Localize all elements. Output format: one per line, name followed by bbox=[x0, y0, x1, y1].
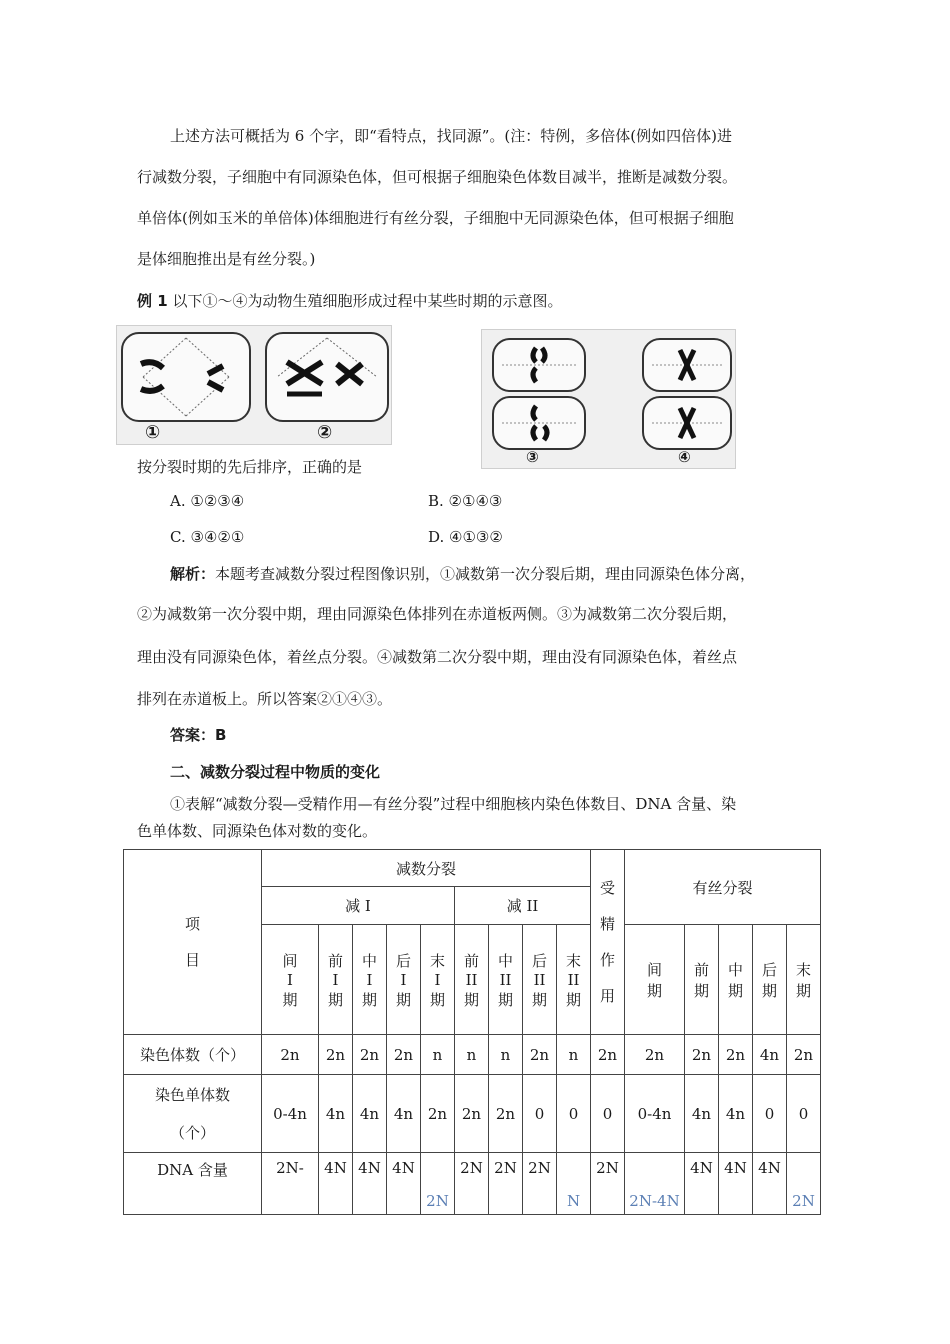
table-cell bbox=[319, 1153, 353, 1215]
cell-value: 4N bbox=[724, 1159, 747, 1177]
table-cell: 0 bbox=[787, 1075, 821, 1153]
table-cell bbox=[523, 1153, 557, 1215]
phase-char: 期 bbox=[361, 990, 377, 1009]
table-cell bbox=[685, 1153, 719, 1215]
row-chromatid bbox=[124, 1075, 821, 1153]
table-cell bbox=[489, 1153, 523, 1215]
table-cell: 4n bbox=[753, 1035, 787, 1075]
row-chromatid-label-a: 染色单体数 bbox=[154, 1085, 230, 1104]
table-cell: n bbox=[557, 1035, 591, 1075]
phase-header-10 bbox=[685, 925, 719, 1035]
phase-char: 后 bbox=[531, 951, 547, 970]
phase-header-0 bbox=[262, 925, 319, 1035]
row-chromosome-label: 染色体数（个） bbox=[124, 1035, 262, 1075]
phase-char: 前 bbox=[693, 960, 709, 979]
cell-value bbox=[625, 1153, 684, 1159]
table-cell bbox=[719, 1153, 753, 1215]
phase-char: 中 bbox=[727, 960, 743, 979]
fertilization-char-1: 受 bbox=[599, 879, 615, 897]
cell-value: 2N bbox=[528, 1159, 551, 1177]
table-cell bbox=[753, 1153, 787, 1215]
table-cell: n bbox=[421, 1035, 455, 1075]
table-cell bbox=[455, 1153, 489, 1215]
analysis-line-3: 理由没有同源染色体，着丝点分裂。④减数第二次分裂中期，理由没有同源染色体，着丝点 bbox=[137, 648, 738, 666]
example-label: 例 1 bbox=[137, 292, 168, 310]
item-header bbox=[124, 850, 262, 1035]
meiosis-header: 减数分裂 bbox=[262, 850, 591, 887]
phase-char: 期 bbox=[761, 981, 777, 1000]
table-cell bbox=[262, 1153, 319, 1215]
phase-header-2 bbox=[353, 925, 387, 1035]
table-cell bbox=[557, 1153, 591, 1215]
phase-char: II bbox=[465, 970, 478, 989]
section-heading: 二、减数分裂过程中物质的变化 bbox=[170, 763, 381, 781]
phase-char: 期 bbox=[531, 990, 547, 1009]
fertilization-char-4: 用 bbox=[599, 987, 615, 1005]
phase-char: 末 bbox=[429, 951, 445, 970]
table-cell: 4n bbox=[319, 1075, 353, 1153]
table-cell: 2n bbox=[262, 1035, 319, 1075]
table-cell: 2n bbox=[421, 1075, 455, 1153]
phase-header-9 bbox=[625, 925, 685, 1035]
cell-value bbox=[787, 1153, 820, 1159]
phase-char: 末 bbox=[565, 951, 581, 970]
table-cell: 0 bbox=[523, 1075, 557, 1153]
table-cell: 4n bbox=[353, 1075, 387, 1153]
phase-header-7 bbox=[523, 925, 557, 1035]
phase-header-11 bbox=[719, 925, 753, 1035]
analysis-line-2: ②为减数第一次分裂中期，理由同源染色体排列在赤道板两侧。③为减数第二次分裂后期， bbox=[137, 605, 738, 623]
fertilization-header bbox=[591, 850, 625, 1035]
cell-value: 4N bbox=[358, 1159, 381, 1177]
table-cell: 0 bbox=[557, 1075, 591, 1153]
phase-header-5 bbox=[455, 925, 489, 1035]
intro-line-4: 是体细胞推出是有丝分裂。) bbox=[137, 250, 316, 268]
phase-char: II bbox=[567, 970, 580, 989]
cell-diagram-2 bbox=[265, 332, 389, 422]
row-chromatid-label-b: （个） bbox=[169, 1123, 215, 1142]
cell-value bbox=[557, 1153, 590, 1159]
phase-char: 后 bbox=[761, 960, 777, 979]
phase-char: 间 bbox=[646, 960, 662, 979]
phase-char: I bbox=[332, 970, 339, 989]
cell-diagram-3a bbox=[492, 338, 586, 392]
cell-value: 4N bbox=[392, 1159, 415, 1177]
example-text: 以下①～④为动物生殖细胞形成过程中某些时期的示意图。 bbox=[172, 292, 563, 310]
phase-char: 期 bbox=[795, 981, 811, 1000]
phase-char: 期 bbox=[429, 990, 445, 1009]
table-cell: 0 bbox=[753, 1075, 787, 1153]
table-cell bbox=[591, 1153, 625, 1215]
figure-label-4: ④ bbox=[678, 448, 691, 466]
option-d: D. ④①③② bbox=[428, 528, 503, 546]
table-cell: 0 bbox=[591, 1075, 625, 1153]
phase-char: 期 bbox=[463, 990, 479, 1009]
phase-char: 后 bbox=[395, 951, 411, 970]
chromosome-drawing-4b bbox=[644, 398, 730, 448]
phase-char: I bbox=[287, 970, 293, 989]
phase-char: 间 bbox=[282, 951, 298, 970]
phase-char: 末 bbox=[795, 960, 811, 979]
cell-value-bottom: 2N bbox=[792, 1192, 815, 1210]
option-b: B. ②①④③ bbox=[428, 492, 503, 510]
cell-value: 2N bbox=[460, 1159, 483, 1177]
question-text: 按分裂时期的先后排序，正确的是 bbox=[137, 458, 363, 476]
option-c: C. ③④②① bbox=[170, 528, 245, 546]
phase-char: 期 bbox=[565, 990, 581, 1009]
cell-diagram-3b bbox=[492, 396, 586, 450]
figure-label-1: ① bbox=[145, 422, 161, 443]
figure-right bbox=[481, 329, 736, 469]
phase-header-6 bbox=[489, 925, 523, 1035]
phase-header-3 bbox=[387, 925, 421, 1035]
chromosome-drawing-3a bbox=[494, 340, 584, 390]
cell-diagram-4a bbox=[642, 338, 732, 392]
phase-char: 期 bbox=[646, 981, 662, 1000]
chromosome-drawing-3b bbox=[494, 398, 584, 448]
phase-char: 期 bbox=[395, 990, 411, 1009]
cell-value-bottom: N bbox=[566, 1192, 581, 1210]
table-cell: 2n bbox=[387, 1035, 421, 1075]
phase-char: 期 bbox=[497, 990, 513, 1009]
meiosis1-header: 减 I bbox=[262, 887, 455, 925]
analysis-line-1 bbox=[170, 563, 755, 584]
table-cell: 2n bbox=[719, 1035, 753, 1075]
table-cell bbox=[787, 1153, 821, 1215]
table-cell: 2n bbox=[787, 1035, 821, 1075]
phase-char: II bbox=[533, 970, 546, 989]
phase-header-13 bbox=[787, 925, 821, 1035]
figure-label-2: ② bbox=[317, 422, 333, 443]
phase-char: I bbox=[434, 970, 441, 989]
chromosome-drawing-2 bbox=[267, 334, 387, 420]
option-a: A. ①②③④ bbox=[170, 492, 245, 510]
cell-value: 2N bbox=[596, 1159, 619, 1177]
item-header-1: 项 bbox=[184, 915, 200, 933]
phase-char: I bbox=[400, 970, 407, 989]
fertilization-char-3: 作 bbox=[599, 951, 615, 969]
figure-label-3: ③ bbox=[526, 448, 539, 466]
example-heading bbox=[137, 290, 562, 311]
table-cell: 2n bbox=[455, 1075, 489, 1153]
answer-label: 答案： bbox=[170, 726, 216, 744]
phase-char: 前 bbox=[463, 951, 479, 970]
phase-char: 期 bbox=[727, 981, 743, 1000]
table-cell: 2n bbox=[523, 1035, 557, 1075]
phase-char: I bbox=[366, 970, 373, 989]
phase-header-1 bbox=[319, 925, 353, 1035]
intro-line-2: 行减数分裂，子细胞中有同源染色体，但可根据子细胞染色体数目减半，推断是减数分裂。 bbox=[137, 168, 738, 186]
table-cell: 0-4n bbox=[625, 1075, 685, 1153]
phase-char: 中 bbox=[497, 951, 513, 970]
table-cell: 2n bbox=[625, 1035, 685, 1075]
phase-char: 期 bbox=[327, 990, 343, 1009]
phase-header-8 bbox=[557, 925, 591, 1035]
phase-char: 中 bbox=[361, 951, 377, 970]
cell-value: 4N bbox=[690, 1159, 713, 1177]
table-cell: n bbox=[489, 1035, 523, 1075]
row-dna bbox=[124, 1153, 821, 1215]
table-cell: 4n bbox=[685, 1075, 719, 1153]
phase-header-4 bbox=[421, 925, 455, 1035]
table-cell bbox=[421, 1153, 455, 1215]
mitosis-header: 有丝分裂 bbox=[625, 850, 821, 925]
cell-value: 2N bbox=[494, 1159, 517, 1177]
table-cell bbox=[625, 1153, 685, 1215]
intro-line-3: 单倍体(例如玉米的单倍体)体细胞进行有丝分裂，子细胞中无同源染色体，但可根据子细胞 bbox=[137, 209, 734, 227]
meiosis-table bbox=[123, 849, 821, 1215]
chromosome-drawing-1 bbox=[123, 334, 249, 420]
phase-char: 期 bbox=[282, 990, 298, 1009]
row-chromosome bbox=[124, 1035, 821, 1075]
cell-diagram-4b bbox=[642, 396, 732, 450]
phase-char: 期 bbox=[693, 981, 709, 1000]
cell-value bbox=[421, 1153, 454, 1159]
row-chromatid-label bbox=[124, 1075, 262, 1153]
chromosome-drawing-4a bbox=[644, 340, 730, 390]
row-dna-label: DNA 含量 bbox=[124, 1153, 262, 1215]
table-cell: 2n bbox=[685, 1035, 719, 1075]
cell-value: 4N bbox=[758, 1159, 781, 1177]
table-cell: 2n bbox=[319, 1035, 353, 1075]
cell-diagram-1 bbox=[121, 332, 251, 422]
table-cell: n bbox=[455, 1035, 489, 1075]
meiosis2-header: 减 II bbox=[455, 887, 591, 925]
section-line-1: ①表解“减数分裂—受精作用—有丝分裂”过程中细胞核内染色体数目、DNA 含量、染 bbox=[170, 795, 737, 813]
table-cell: 2n bbox=[591, 1035, 625, 1075]
analysis-text-1: 本题考查减数分裂过程图像识别，①减数第一次分裂后期，理由同源染色体分离， bbox=[215, 565, 756, 583]
cell-value: 4N bbox=[324, 1159, 347, 1177]
cell-value-bottom: 2N bbox=[426, 1192, 449, 1210]
item-header-2: 目 bbox=[184, 951, 200, 969]
fertilization-char-2: 精 bbox=[599, 915, 615, 933]
phase-char: 前 bbox=[327, 951, 343, 970]
table-cell: 4n bbox=[387, 1075, 421, 1153]
intro-line-1: 上述方法可概括为 6 个字，即“看特点，找同源”。(注：特例，多倍体(例如四倍体)进 bbox=[170, 127, 732, 145]
cell-value-bottom: 2N-4N bbox=[629, 1192, 680, 1210]
table-cell: 2n bbox=[489, 1075, 523, 1153]
phase-char: II bbox=[499, 970, 512, 989]
phase-header-12 bbox=[753, 925, 787, 1035]
table-cell bbox=[353, 1153, 387, 1215]
answer-value: B bbox=[215, 726, 227, 744]
table-cell: 4n bbox=[719, 1075, 753, 1153]
table-cell: 0-4n bbox=[262, 1075, 319, 1153]
analysis-label: 解析： bbox=[170, 565, 216, 583]
analysis-line-4: 排列在赤道板上。所以答案②①④③。 bbox=[137, 690, 393, 708]
figure-left bbox=[116, 325, 392, 445]
answer-line bbox=[170, 724, 226, 745]
table-cell bbox=[387, 1153, 421, 1215]
section-line-2: 色单体数、同源染色体对数的变化。 bbox=[137, 822, 378, 840]
cell-value: 2N- bbox=[276, 1159, 304, 1177]
table-cell: 2n bbox=[353, 1035, 387, 1075]
